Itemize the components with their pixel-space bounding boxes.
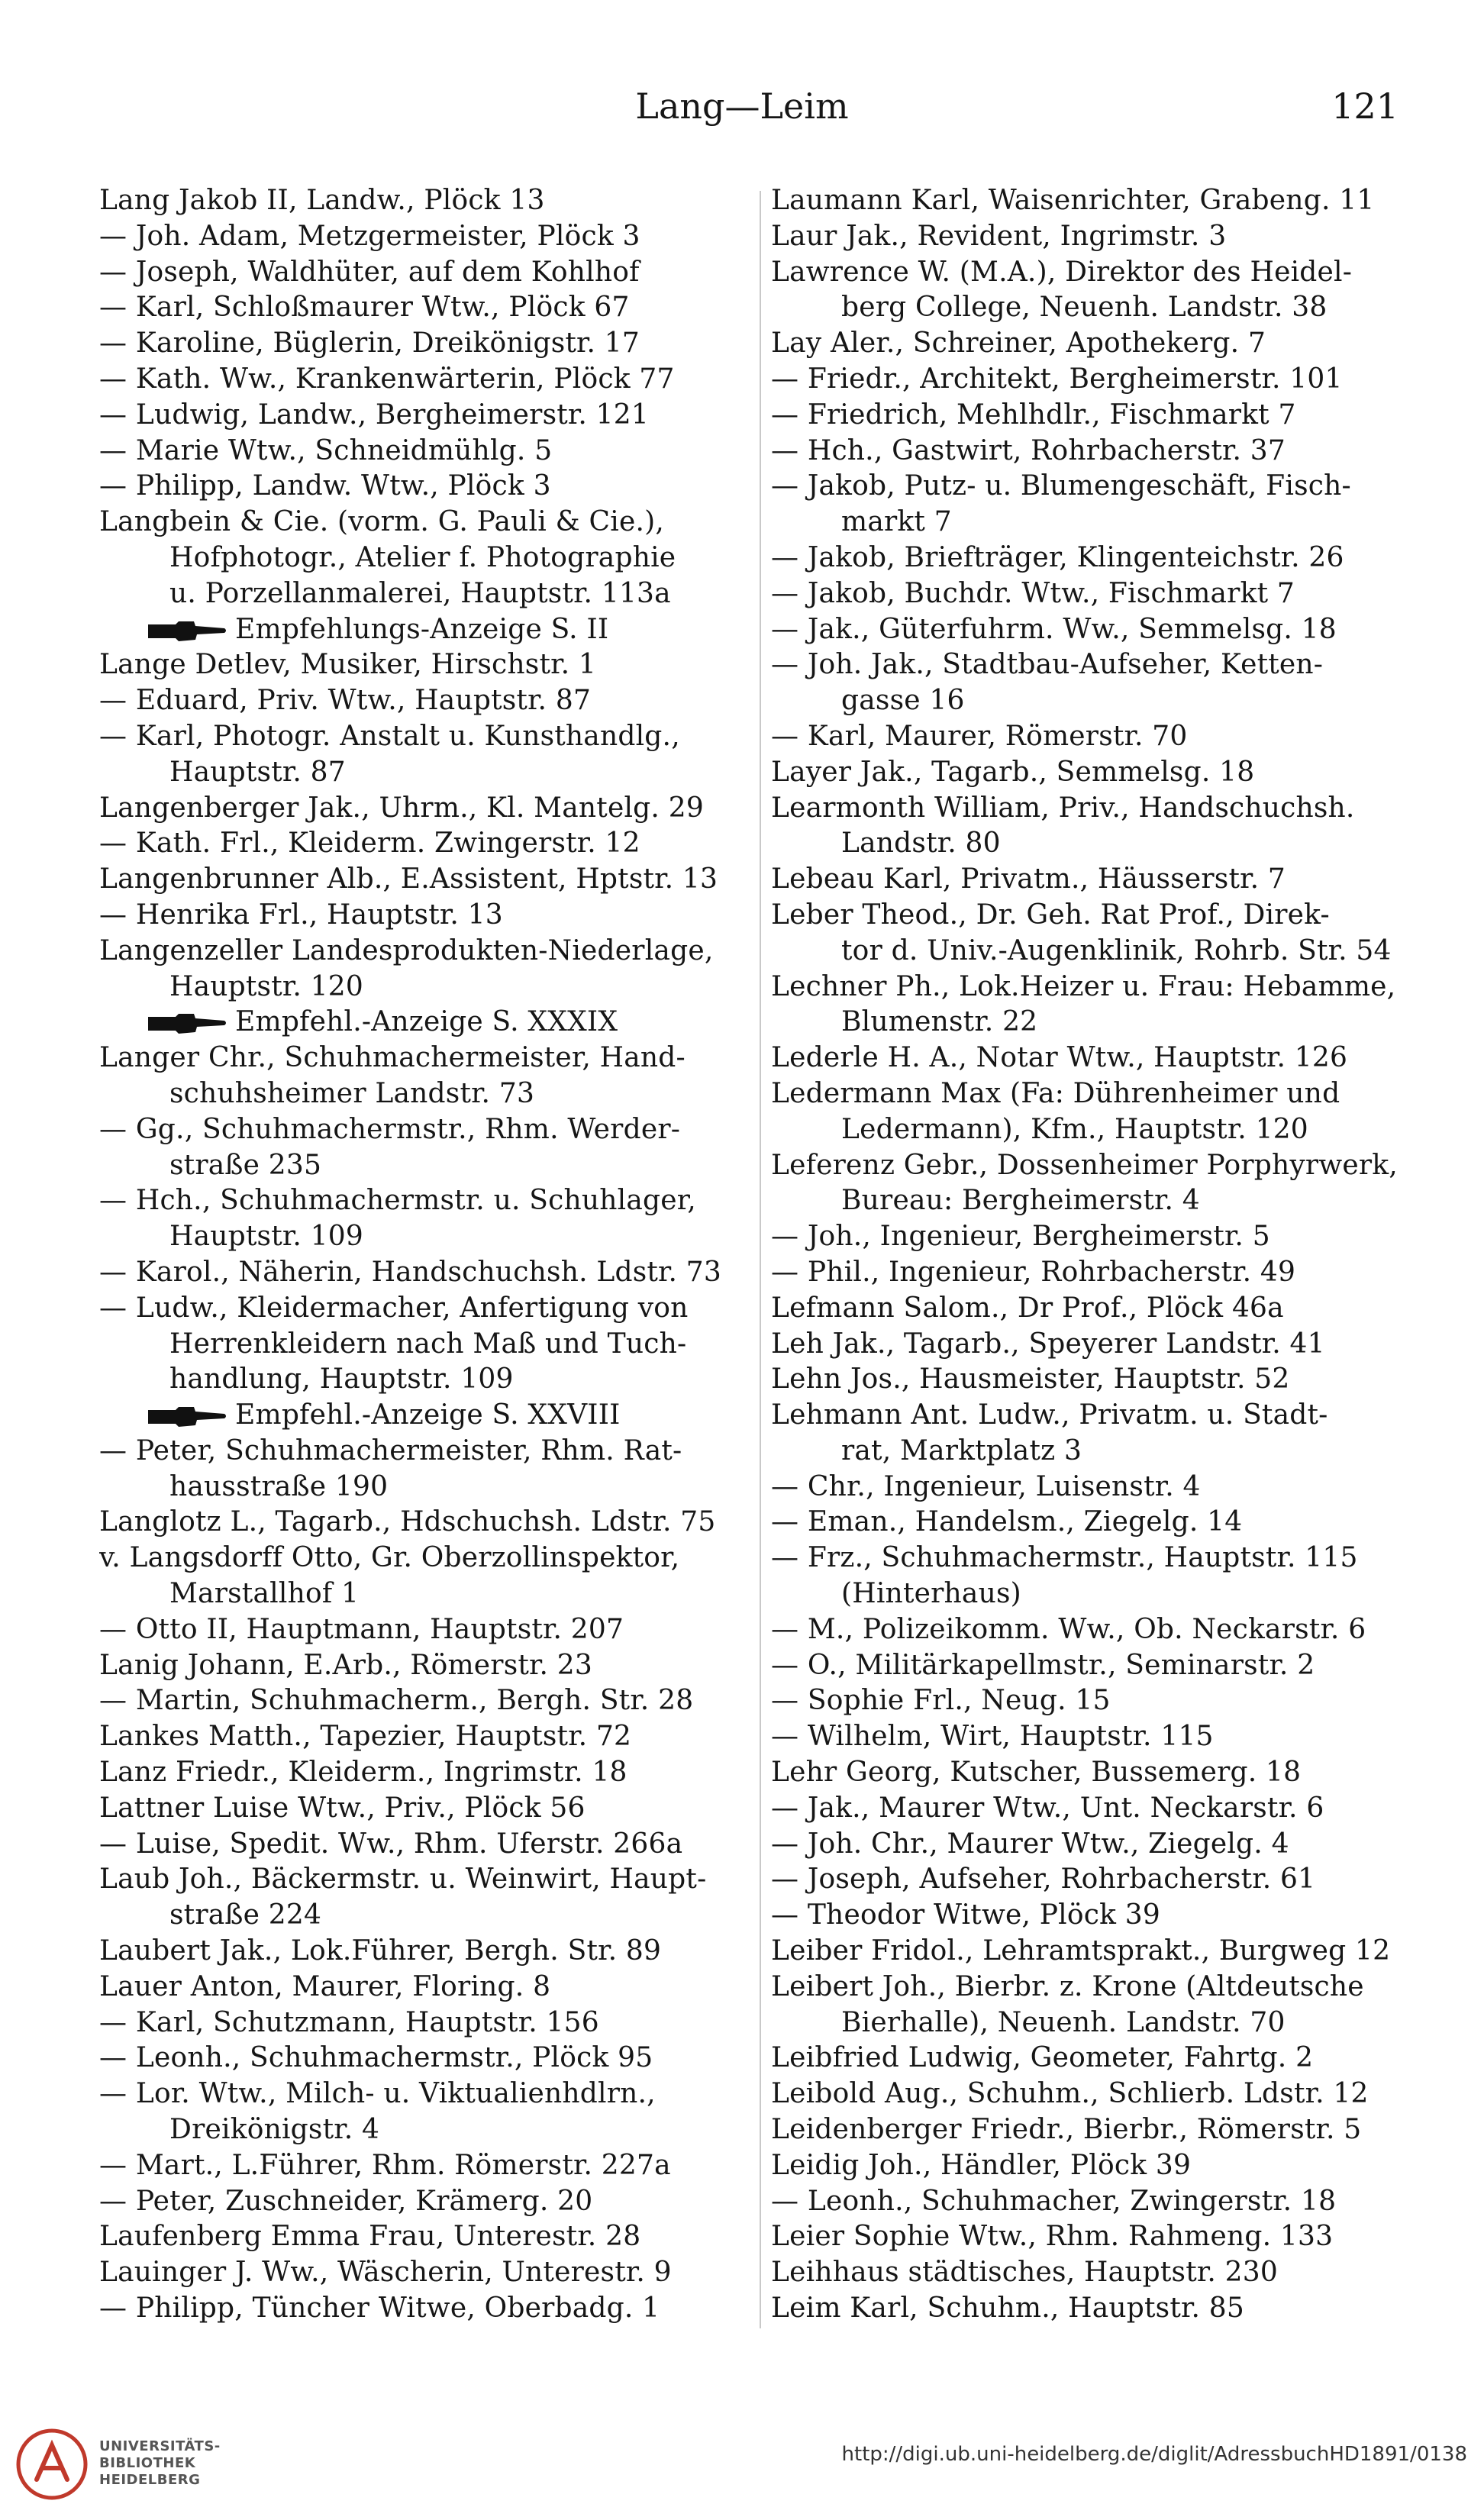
- entry-text: Hauptstr. 120: [169, 970, 363, 1002]
- entry-text: — Kath. Frl., Kleiderm. Zwingerstr. 12: [99, 828, 640, 860]
- entry-text: Lange Detlev, Musiker, Hirschstr. 1: [99, 649, 596, 681]
- entry-text: — Hch., Gastwirt, Rohrbacherstr. 37: [771, 434, 1286, 466]
- entry-text: — Mart., L.Führer, Rhm. Römerstr. 227a: [99, 2149, 671, 2181]
- entry-text: — Kath. Ww., Krankenwärterin, Plöck 77: [99, 363, 675, 395]
- entry-text: Langer Chr., Schuhmachermeister, Hand-: [99, 1042, 686, 1074]
- directory-entry-line: [99, 1612, 752, 1648]
- entry-text: Empfehl.-Anzeige S. XXVIII: [235, 1399, 621, 1431]
- directory-entry-line: [99, 2148, 752, 2184]
- entry-text: Lanz Friedr., Kleiderm., Ingrimstr. 18: [99, 1757, 627, 1789]
- directory-entry-line: [99, 1541, 752, 1576]
- directory-entry-line: [771, 434, 1414, 469]
- entry-text: Marstallhof 1: [169, 1578, 360, 1610]
- entry-text: — Friedrich, Mehlhdlr., Fischmarkt 7: [771, 398, 1296, 431]
- column-divider: [760, 191, 761, 2328]
- entry-text: Langlotz L., Tagarb., Hdschuchsh. Ldstr. 75: [99, 1506, 716, 1538]
- directory-entry-line: [99, 2184, 752, 2220]
- entry-text: — Karl, Schloßmaurer Wtw., Plöck 67: [99, 292, 630, 324]
- directory-entry-line: [99, 1862, 752, 1898]
- directory-entry-line: [771, 1719, 1414, 1755]
- directory-entry-line: [771, 1898, 1414, 1934]
- directory-entry-line: [771, 1434, 1414, 1470]
- directory-entry-line: [771, 326, 1414, 362]
- entry-text: Leidig Joh., Händler, Plöck 39: [771, 2149, 1192, 2181]
- entry-text: — Jakob, Putz- u. Blumengeschäft, Fisch-: [771, 470, 1351, 502]
- directory-entry-line: [99, 1791, 752, 1827]
- pointing-hand-icon: [145, 1404, 229, 1430]
- directory-entry-line: [771, 1005, 1414, 1041]
- entry-text: Laubert Jak., Lok.Führer, Bergh. Str. 89: [99, 1935, 662, 1967]
- directory-entry-line: [771, 219, 1414, 255]
- directory-entry-line: [771, 683, 1414, 719]
- directory-entry-line: [99, 469, 752, 505]
- directory-entry-line: [99, 2112, 752, 2148]
- directory-entry-line: [771, 1041, 1414, 1076]
- entry-text: u. Porzellanmalerei, Hauptstr. 113a: [169, 577, 671, 609]
- entry-text: Leber Theod., Dr. Geh. Rat Prof., Direk-: [771, 899, 1330, 931]
- entry-text: — Karoline, Büglerin, Dreikönigstr. 17: [99, 328, 640, 360]
- entry-text: — Jakob, Briefträger, Klingenteichstr. 26: [771, 541, 1344, 573]
- entry-text: Lefmann Salom., Dr Prof., Plöck 46a: [771, 1292, 1284, 1324]
- directory-entry-line: [771, 2005, 1414, 2041]
- directory-entry-line: [99, 1112, 752, 1148]
- entry-text: — Frz., Schuhmachermstr., Hauptstr. 115: [771, 1542, 1358, 1574]
- entry-text: Lehn Jos., Hausmeister, Hauptstr. 52: [771, 1363, 1290, 1396]
- entry-text: — Joseph, Waldhüter, auf dem Kohlhof: [99, 256, 640, 288]
- directory-entry-line: [99, 1898, 752, 1934]
- entry-text: Leibert Joh., Bierbr. z. Krone (Altdeutsche: [771, 1970, 1364, 2002]
- entry-text: straße 224: [169, 1899, 322, 1931]
- entry-text: — Leonh., Schuhmachermstr., Plöck 95: [99, 2042, 653, 2074]
- directory-entry-line: [771, 791, 1414, 827]
- entry-text: Dreikönigstr. 4: [169, 2114, 380, 2146]
- entry-text: Leibold Aug., Schuhm., Schlierb. Ldstr. 12: [771, 2078, 1369, 2110]
- entry-text: Blumenstr. 22: [841, 1006, 1038, 1038]
- entry-text: — Phil., Ingenieur, Rohrbacherstr. 49: [771, 1256, 1296, 1288]
- directory-entry-line: [99, 576, 752, 612]
- entry-text: Ledermann Max (Fa: Dührenheimer und: [771, 1077, 1340, 1109]
- directory-entry-line: [771, 290, 1414, 326]
- directory-entry-line: [771, 755, 1414, 791]
- directory-entry-line: [771, 362, 1414, 398]
- directory-entry-line: [771, 1648, 1414, 1684]
- directory-entry-line: [99, 683, 752, 719]
- directory-entry-line: [771, 1683, 1414, 1719]
- directory-entry-line: [771, 898, 1414, 934]
- directory-entry-line: [99, 1755, 752, 1791]
- entry-text: — Sophie Frl., Neug. 15: [771, 1685, 1111, 1717]
- entry-text: — O., Militärkapellmstr., Seminarstr. 2: [771, 1649, 1315, 1681]
- directory-entry-line: [771, 826, 1414, 862]
- pointing-hand-icon: [145, 618, 229, 644]
- entry-text: — Friedr., Architekt, Bergheimerstr. 101: [771, 363, 1343, 395]
- entry-text: Laub Joh., Bäckermstr. u. Weinwirt, Haupt-: [99, 1863, 707, 1896]
- directory-entry-line: [99, 898, 752, 934]
- entry-text: Lang Jakob II, Landw., Plöck 13: [99, 185, 545, 216]
- directory-entry-line: [99, 2076, 752, 2112]
- entry-text: — Karl, Schutzmann, Hauptstr. 156: [99, 2006, 599, 2038]
- entry-text: Leibfried Ludwig, Geometer, Fahrtg. 2: [771, 2042, 1314, 2074]
- directory-entry-line: [99, 362, 752, 398]
- directory-entry-line: [771, 1576, 1414, 1612]
- directory-entry-line: [99, 970, 752, 1005]
- page-number: 121: [1331, 86, 1399, 127]
- directory-entry-line: [99, 862, 752, 898]
- entry-text: Laur Jak., Revident, Ingrimstr. 3: [771, 220, 1227, 252]
- entry-text: — Wilhelm, Wirt, Hauptstr. 115: [771, 1721, 1214, 1753]
- directory-entry-line: [99, 1470, 752, 1505]
- entry-text: — Karl, Maurer, Römerstr. 70: [771, 720, 1188, 752]
- directory-entry-line: [771, 1505, 1414, 1541]
- entry-text: — Otto II, Hauptmann, Hauptstr. 207: [99, 1613, 624, 1645]
- directory-entry-line: [99, 755, 752, 791]
- entry-text: berg College, Neuenh. Landstr. 38: [841, 292, 1328, 324]
- entry-text: Ledermann), Kfm., Hauptstr. 120: [841, 1113, 1308, 1145]
- directory-entry-line: [99, 1291, 752, 1327]
- entry-text: Lauinger J. Ww., Wäscherin, Unterestr. 9: [99, 2257, 672, 2289]
- entry-text: — Jak., Güterfuhrm. Ww., Semmelsg. 18: [771, 613, 1337, 645]
- entry-text: Lanig Johann, E.Arb., Römerstr. 23: [99, 1649, 592, 1681]
- entry-text: Lehr Georg, Kutscher, Bussemerg. 18: [771, 1757, 1302, 1789]
- library-seal-icon: [14, 2426, 90, 2502]
- entry-text: — Chr., Ingenieur, Luisenstr. 4: [771, 1470, 1201, 1502]
- directory-entry-line: [99, 219, 752, 255]
- directory-entry-line: [771, 1255, 1414, 1291]
- directory-entry-line: [99, 398, 752, 434]
- entry-text: — Eman., Handelsm., Ziegelg. 14: [771, 1506, 1243, 1538]
- entry-text: Learmonth William, Priv., Handschuchsh.: [771, 792, 1355, 824]
- directory-entry-line: [771, 1827, 1414, 1863]
- library-logo-text: UNIVERSITÄTS- BIBLIOTHEK HEIDELBERG: [99, 2438, 221, 2488]
- directory-entry-line: [99, 1576, 752, 1612]
- directory-entry-line: [771, 1541, 1414, 1576]
- entry-text: Leferenz Gebr., Dossenheimer Porphyrwerk,: [771, 1149, 1398, 1181]
- entry-text: Leh Jak., Tagarb., Speyerer Landstr. 41: [771, 1328, 1325, 1360]
- right-column: [771, 183, 1414, 2336]
- directory-entry-line: [771, 2219, 1414, 2255]
- entry-text: Leiber Fridol., Lehramtsprakt., Burgweg 12: [771, 1935, 1391, 1967]
- directory-entry-line: [771, 1148, 1414, 1184]
- entry-text: Layer Jak., Tagarb., Semmelsg. 18: [771, 756, 1255, 788]
- directory-entry-line: [771, 1327, 1414, 1363]
- directory-entry-line: [99, 1505, 752, 1541]
- entry-text: Lankes Matth., Tapezier, Hauptstr. 72: [99, 1721, 632, 1753]
- directory-entry-line: [99, 1934, 752, 1970]
- page-title: Lang—Leim: [635, 86, 849, 127]
- entry-text: — M., Polizeikomm. Ww., Ob. Neckarstr. 6: [771, 1613, 1366, 1645]
- directory-entry-line: [99, 1076, 752, 1112]
- directory-entry-line: [99, 1648, 752, 1684]
- directory-entry-line: [99, 505, 752, 540]
- entry-text: Lechner Ph., Lok.Heizer u. Frau: Hebamme,: [771, 970, 1396, 1002]
- directory-entry-line: [771, 934, 1414, 970]
- entry-text: — Ludw., Kleidermacher, Anfertigung von: [99, 1292, 689, 1324]
- directory-entry-line: [99, 2291, 752, 2327]
- entry-text: Leidenberger Friedr., Bierbr., Römerstr. 5: [771, 2114, 1362, 2146]
- entry-text: gasse 16: [841, 685, 965, 717]
- entry-text: — Henrika Frl., Hauptstr. 13: [99, 899, 503, 931]
- entry-text: Laufenberg Emma Frau, Unterestr. 28: [99, 2221, 641, 2253]
- directory-entry-line: [771, 970, 1414, 1005]
- directory-entry-line: [771, 505, 1414, 540]
- directory-entry-line: [771, 469, 1414, 505]
- directory-entry-line: [771, 2291, 1414, 2327]
- entry-text: markt 7: [841, 506, 952, 538]
- entry-text: Langbein & Cie. (vorm. G. Pauli & Cie.),: [99, 506, 664, 538]
- directory-entry-line: [99, 1827, 752, 1863]
- directory-entry-line: [99, 2005, 752, 2041]
- directory-entry-line: [99, 934, 752, 970]
- entry-text: Lattner Luise Wtw., Priv., Plöck 56: [99, 1792, 586, 1824]
- entry-text: Bierhalle), Neuenh. Landstr. 70: [841, 2006, 1286, 2038]
- advert-reference-line: [99, 612, 752, 648]
- directory-entry-line: [99, 1219, 752, 1255]
- entry-text: — Lor. Wtw., Milch- u. Viktualienhdlrn.,: [99, 2078, 656, 2110]
- entry-text: Leihhaus städtisches, Hauptstr. 230: [771, 2257, 1278, 2289]
- entry-text: — Peter, Zuschneider, Krämerg. 20: [99, 2185, 593, 2217]
- directory-entry-line: [771, 2184, 1414, 2220]
- entry-text: schuhsheimer Landstr. 73: [169, 1077, 535, 1109]
- entry-text: — Hch., Schuhmachermstr. u. Schuhlager,: [99, 1185, 696, 1217]
- directory-entry-line: [771, 2255, 1414, 2291]
- entry-text: tor d. Univ.-Augenklinik, Rohrb. Str. 54: [841, 934, 1392, 966]
- entry-text: — Marie Wtw., Schneidmühlg. 5: [99, 434, 553, 466]
- entry-text: v. Langsdorff Otto, Gr. Oberzollinspektor,: [99, 1542, 680, 1574]
- entry-text: Lebeau Karl, Privatm., Häusserstr. 7: [771, 863, 1286, 895]
- entry-text: — Karol., Näherin, Handschuchsh. Ldstr. 73: [99, 1256, 722, 1288]
- entry-text: — Luise, Spedit. Ww., Rhm. Uferstr. 266a: [99, 1828, 683, 1860]
- directory-entry-line: [99, 2219, 752, 2255]
- directory-entry-line: [771, 1112, 1414, 1148]
- directory-entry-line: [771, 1791, 1414, 1827]
- directory-entry-line: [771, 2148, 1414, 2184]
- entry-text: — Joh. Chr., Maurer Wtw., Ziegelg. 4: [771, 1828, 1289, 1860]
- directory-entry-line: [771, 2076, 1414, 2112]
- directory-entry-line: [771, 1291, 1414, 1327]
- entry-text: (Hinterhaus): [841, 1578, 1021, 1610]
- directory-entry-line: [99, 326, 752, 362]
- entry-text: — Jakob, Buchdr. Wtw., Fischmarkt 7: [771, 577, 1295, 609]
- page-header: [0, 86, 1484, 139]
- directory-entry-line: [771, 398, 1414, 434]
- entry-text: — Peter, Schuhmachermeister, Rhm. Rat-: [99, 1434, 682, 1467]
- directory-entry-line: [771, 183, 1414, 219]
- directory-entry-line: [99, 647, 752, 683]
- directory-entry-line: [99, 826, 752, 862]
- directory-entry-line: [771, 1612, 1414, 1648]
- directory-entry-line: [771, 2041, 1414, 2076]
- entry-text: straße 235: [169, 1149, 322, 1181]
- directory-entry-line: [99, 2255, 752, 2291]
- directory-entry-line: [99, 791, 752, 827]
- directory-entry-line: [771, 540, 1414, 576]
- directory-entry-line: [99, 183, 752, 219]
- directory-entry-line: [99, 1683, 752, 1719]
- entry-text: Hofphotogr., Atelier f. Photographie: [169, 541, 676, 573]
- directory-entry-line: [771, 576, 1414, 612]
- directory-entry-line: [99, 290, 752, 326]
- directory-entry-line: [771, 1970, 1414, 2005]
- directory-entry-line: [771, 1076, 1414, 1112]
- entry-text: Leim Karl, Schuhm., Hauptstr. 85: [771, 2293, 1244, 2325]
- entry-text: Lay Aler., Schreiner, Apothekerg. 7: [771, 328, 1266, 360]
- directory-entry-line: [99, 434, 752, 469]
- directory-entry-line: [771, 612, 1414, 648]
- left-column: [99, 183, 752, 2336]
- entry-text: Leier Sophie Wtw., Rhm. Rahmeng. 133: [771, 2221, 1334, 2253]
- directory-entry-line: [99, 1970, 752, 2005]
- directory-entry-line: [771, 719, 1414, 755]
- directory-entry-line: [99, 255, 752, 291]
- directory-entry-line: [771, 1470, 1414, 1505]
- entry-text: — Martin, Schuhmacherm., Bergh. Str. 28: [99, 1685, 694, 1717]
- directory-entry-line: [771, 1934, 1414, 1970]
- entry-text: — Theodor Witwe, Plöck 39: [771, 1899, 1160, 1931]
- source-url[interactable]: http://digi.ub.uni-heidelberg.de/diglit/AdressbuchHD1891/0138: [841, 2443, 1467, 2466]
- entry-text: Lauer Anton, Maurer, Floring. 8: [99, 1970, 551, 2002]
- directory-entry-line: [99, 1148, 752, 1184]
- directory-entry-line: [99, 2041, 752, 2076]
- entry-text: Lehmann Ant. Ludw., Privatm. u. Stadt-: [771, 1399, 1328, 1431]
- footer: [0, 2405, 1484, 2520]
- entry-text: rat, Marktplatz 3: [841, 1434, 1082, 1467]
- directory-entry-line: [99, 1434, 752, 1470]
- entry-text: Hauptstr. 87: [169, 756, 346, 788]
- entry-text: — Philipp, Tüncher Witwe, Oberbadg. 1: [99, 2293, 660, 2325]
- directory-entry-line: [99, 719, 752, 755]
- directory-entry-line: [771, 2112, 1414, 2148]
- directory-entry-line: [99, 1362, 752, 1398]
- entry-text: Lederle H. A., Notar Wtw., Hauptstr. 126: [771, 1042, 1348, 1074]
- entry-text: Langenbrunner Alb., E.Assistent, Hptstr. 13: [99, 863, 718, 895]
- entry-text: Landstr. 80: [841, 828, 1001, 860]
- entry-text: hausstraße 190: [169, 1470, 389, 1502]
- directory-entry-line: [771, 1362, 1414, 1398]
- directory-entry-line: [99, 1719, 752, 1755]
- directory-entry-line: [771, 1755, 1414, 1791]
- directory-entry-line: [99, 540, 752, 576]
- entry-text: — Eduard, Priv. Wtw., Hauptstr. 87: [99, 685, 592, 717]
- entry-text: Lawrence W. (M.A.), Direktor des Heidel-: [771, 256, 1353, 288]
- entry-text: — Philipp, Landw. Wtw., Plöck 3: [99, 470, 551, 502]
- directory-entry-line: [771, 862, 1414, 898]
- entry-text: — Jak., Maurer Wtw., Unt. Neckarstr. 6: [771, 1792, 1324, 1824]
- entry-text: — Joh., Ingenieur, Bergheimerstr. 5: [771, 1221, 1270, 1253]
- directory-entry-line: [99, 1255, 752, 1291]
- entry-text: — Ludwig, Landw., Bergheimerstr. 121: [99, 398, 649, 431]
- directory-entry-line: [771, 1183, 1414, 1219]
- advert-reference-line: [99, 1398, 752, 1434]
- entry-text: — Gg., Schuhmachermstr., Rhm. Werder-: [99, 1113, 681, 1145]
- entry-text: Hauptstr. 109: [169, 1221, 363, 1253]
- directory-entry-line: [771, 1398, 1414, 1434]
- entry-text: Bureau: Bergheimerstr. 4: [841, 1185, 1200, 1217]
- entry-text: Langenberger Jak., Uhrm., Kl. Mantelg. 29: [99, 792, 704, 824]
- directory-entry-line: [771, 1862, 1414, 1898]
- entry-text: Laumann Karl, Waisenrichter, Grabeng. 11: [771, 185, 1375, 216]
- entry-text: Langenzeller Landesprodukten-Niederlage,: [99, 934, 714, 966]
- entry-text: — Karl, Photogr. Anstalt u. Kunsthandlg.,: [99, 720, 680, 752]
- entry-text: — Joh. Jak., Stadtbau-Aufseher, Ketten-: [771, 649, 1324, 681]
- directory-entry-line: [99, 1327, 752, 1363]
- entry-text: Empfehlungs-Anzeige S. II: [235, 613, 609, 645]
- advert-reference-line: [99, 1005, 752, 1041]
- entry-text: — Joseph, Aufseher, Rohrbacherstr. 61: [771, 1863, 1316, 1896]
- directory-entry-line: [771, 255, 1414, 291]
- entry-text: — Leonh., Schuhmacher, Zwingerstr. 18: [771, 2185, 1337, 2217]
- entry-text: Herrenkleidern nach Maß und Tuch-: [169, 1328, 687, 1360]
- entry-text: — Joh. Adam, Metzgermeister, Plöck 3: [99, 220, 640, 252]
- entry-text: handlung, Hauptstr. 109: [169, 1363, 514, 1396]
- pointing-hand-icon: [145, 1011, 229, 1037]
- directory-entry-line: [99, 1183, 752, 1219]
- directory-entry-line: [771, 1219, 1414, 1255]
- entry-text: Empfehl.-Anzeige S. XXXIX: [235, 1006, 618, 1038]
- directory-entry-line: [99, 1041, 752, 1076]
- directory-entry-line: [771, 647, 1414, 683]
